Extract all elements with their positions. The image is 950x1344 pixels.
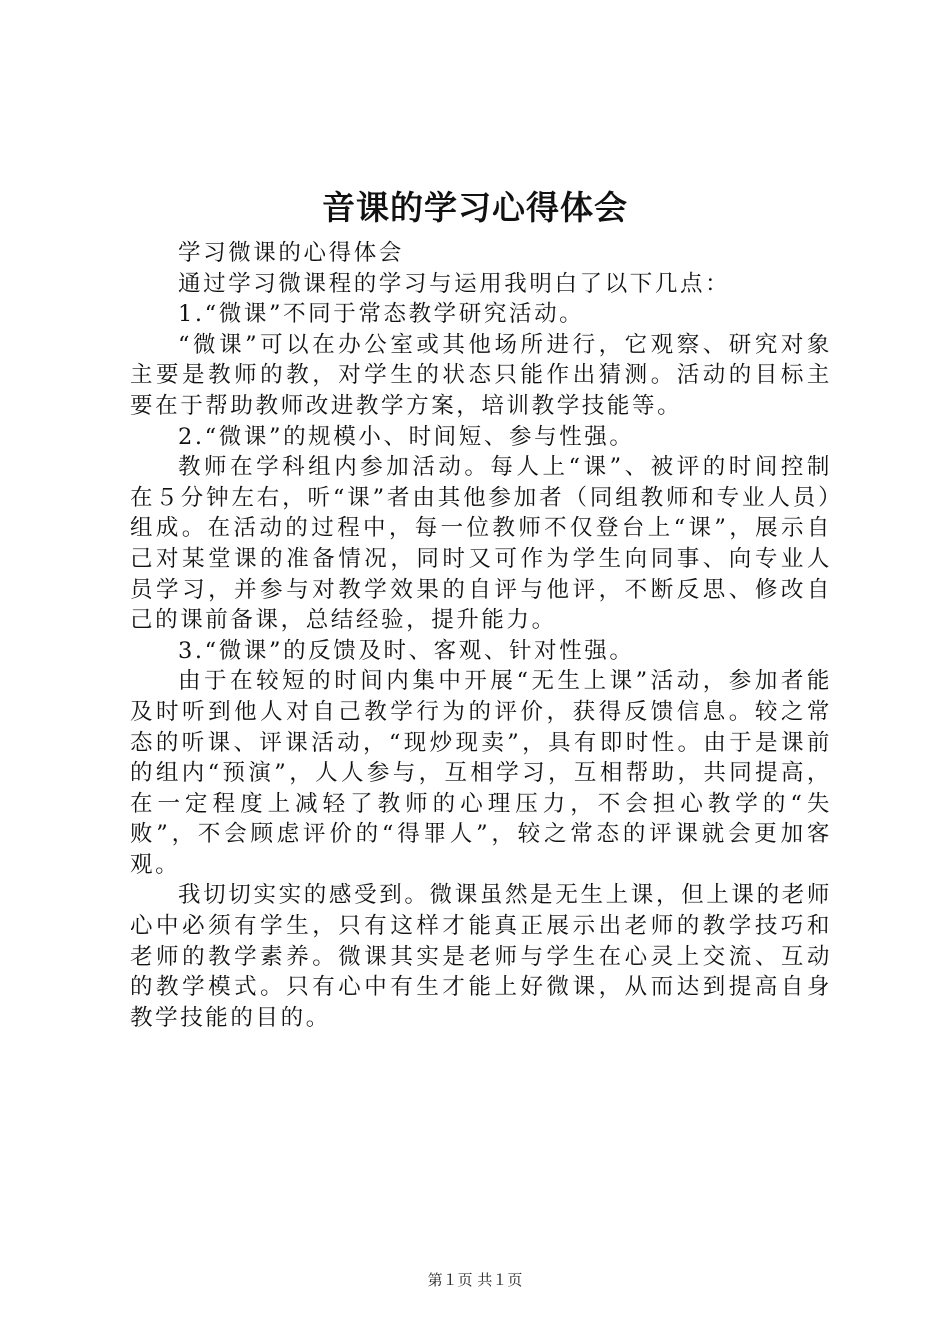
paragraph-point-2-heading: 2.“微课”的规模小、时间短、参与性强。 bbox=[178, 423, 635, 450]
paragraph-point-1-heading: 1.“微课”不同于常态教学研究活动。 bbox=[178, 301, 585, 328]
paragraph-point-3-body: 由于在较短的时间内集中开展“无生上课”活动，参加者能及时听到他人对自己教学行为的评价，获得反馈信息。较之常态的听课、评课活动，“现炒现卖”，具有即时性。由于是课前的组内“预演”，人人参与，互相学习，互相帮助，共同提高，在一定程度上减轻了教师的心理压力，不会担心教学的“失败”，不会顾虑评价的“得罪人”，较之常态的评课就会更加客观。 bbox=[130, 668, 832, 878]
paragraph-subtitle: 学习微课的心得体会 bbox=[178, 240, 404, 266]
document-title: 音课的学习心得体会 bbox=[322, 188, 628, 227]
paragraph-point-2-body: 教师在学科组内参加活动。每人上“课”、被评的时间控制在５分钟左右，听“课”者由其他参加者（同组教师和专业人员）组成。在活动的过程中，每一位教师不仅登台上“课”，展示自己对某堂课的准备情况，同时又可作为学生向同事、向专业人员学习，并参与对教学效果的自评与他评，不断反思、修改自己的课前备课，总结经验，提升能力。 bbox=[130, 454, 832, 634]
paragraph-point-1-body: “微课”可以在办公室或其他场所进行，它观察、研究对象主要是教师的教，对学生的状态只能作出猜测。活动的目标主要在于帮助教师改进教学方案，培训教学技能等。 bbox=[130, 331, 832, 419]
paragraph-intro: 通过学习微课程的学习与运用我明白了以下几点： bbox=[178, 270, 731, 297]
document-body bbox=[130, 238, 832, 1033]
paragraph-conclusion: 我切切实实的感受到。微课虽然是无生上课，但上课的老师心中必须有学生，只有这样才能真正展示出老师的教学技巧和老师的教学素养。微课其实是老师与学生在心灵上交流、互动的教学模式。只有心中有生才能上好微课，从而达到提高自身教学技能的目的。 bbox=[130, 882, 832, 1031]
page-number-footer: 第１页 共１页 bbox=[427, 1271, 523, 1289]
paragraph-point-3-heading: 3.“微课”的反馈及时、客观、针对性强。 bbox=[178, 637, 635, 664]
